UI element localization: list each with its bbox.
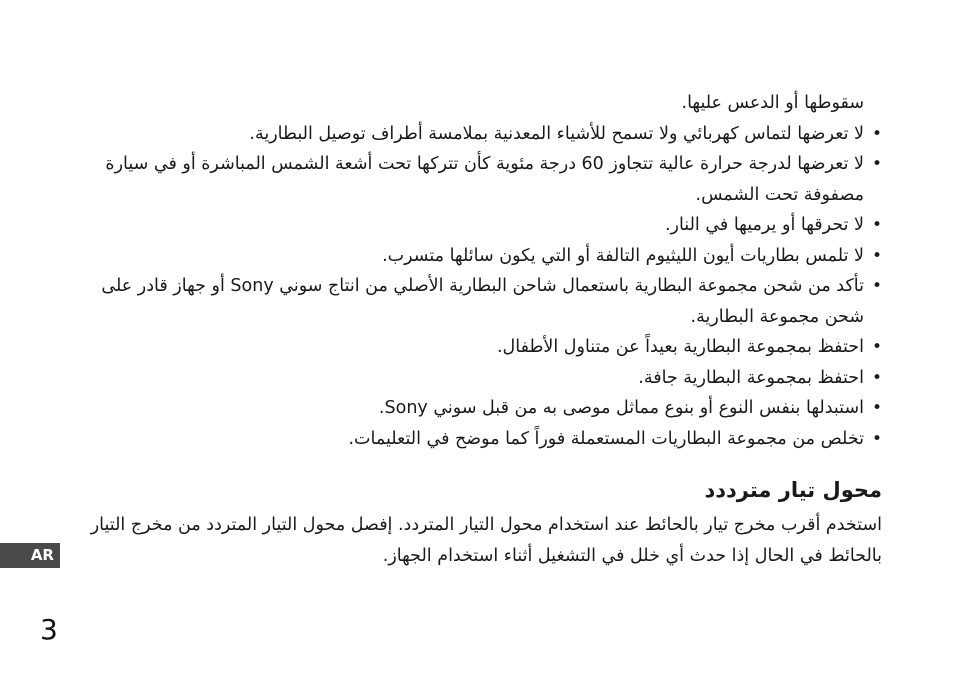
page-content <box>78 88 882 571</box>
section-heading: محول تيار مترددد <box>704 478 882 502</box>
list-item: • احتفظ بمجموعة البطارية بعيداً عن متناول الأطفال. <box>78 332 882 363</box>
list-item: • لا تلمس بطاريات أيون الليثيوم التالفة أو التي يكون سائلها متسرب. <box>78 241 882 272</box>
list-item: سقوطها أو الدعس عليها. <box>681 93 864 113</box>
list-item: • استبدلها بنفس النوع أو بنوع مماثل موصى به من قبل سوني Sony. <box>78 393 882 424</box>
page-number: 3 <box>40 613 58 646</box>
list-item: • تخلص من مجموعة البطاريات المستعملة فوراً كما موضح في التعليمات. <box>78 424 882 455</box>
list-item: • احتفظ بمجموعة البطارية جافة. <box>78 363 882 394</box>
safety-list <box>78 88 882 454</box>
language-tab: AR <box>0 543 60 568</box>
section-paragraph: استخدم أقرب مخرج تيار بالحائط عند استخدام محول التيار المتردد. إفصل محول التيار المتردد من مخرج التيار بالحائط في الحال إذا حدث أي خلل في التشغيل أثناء استخدام الجهاز. <box>90 515 882 566</box>
list-item: • لا تعرضها لدرجة حرارة عالية تتجاوز 60 درجة مئوية كأن تتركها تحت أشعة الشمس المباشرة أو في سيارة مصفوفة تحت الشمس. <box>78 149 882 210</box>
list-item: • لا تعرضها لتماس كهربائي ولا تسمح للأشياء المعدنية بملامسة أطراف توصيل البطارية. <box>78 119 882 150</box>
list-item: • لا تحرقها أو يرميها في النار. <box>78 210 882 241</box>
list-item: • تأكد من شحن مجموعة البطارية باستعمال شاحن البطارية الأصلي من انتاج سوني Sony أو جهاز قادر على شحن مجموعة البطارية. <box>78 271 882 332</box>
